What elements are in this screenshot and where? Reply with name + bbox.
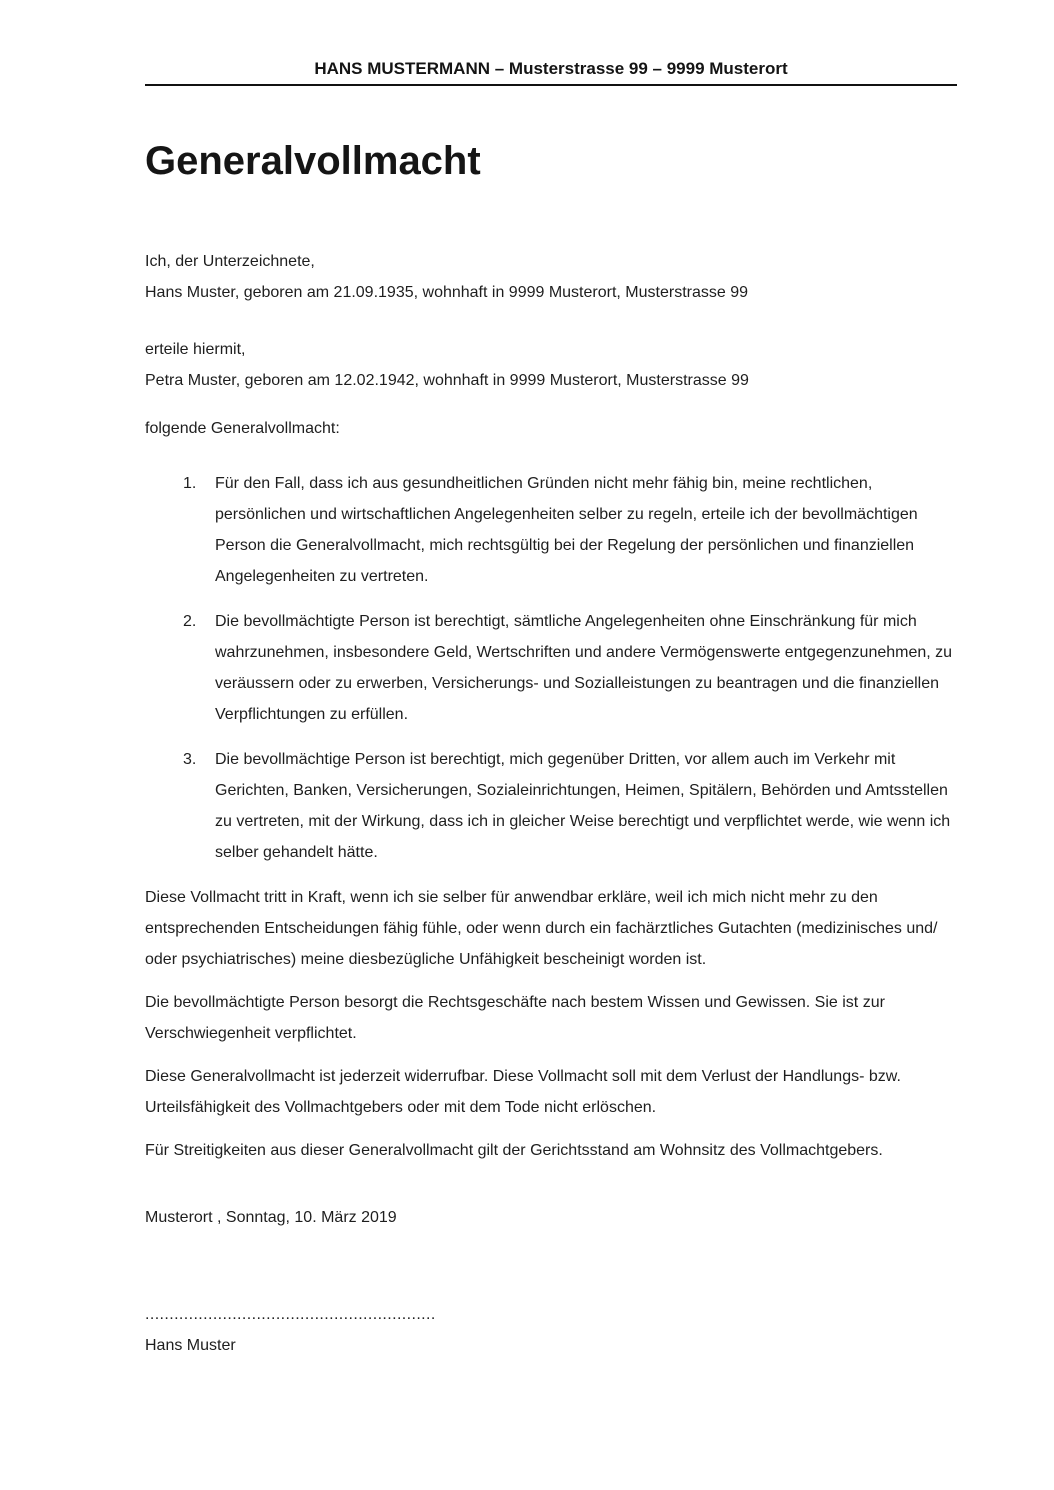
paragraph-revocation: Diese Generalvollmacht ist jederzeit widerrufbar. Diese Vollmacht soll mit dem Verlust der Handlungs- bzw. Urteilsfähigkeit des Vollmachtgebers oder mit dem Tode nicht erlöschen. (145, 1068, 901, 1116)
paragraph-grantor (145, 246, 957, 308)
paragraph-in-force: Diese Vollmacht tritt in Kraft, wenn ich sie selber für anwendbar erkläre, weil ich mich nicht mehr zu den entsprechenden Entscheidungen fähig fühle, oder wenn durch ein fachärztliches Gutachten (medizinisches und/ oder psychiatrisches) meine diesbezügliche Unfähigkeit bescheinigt worden ist. (145, 889, 938, 968)
date-line: Musterort , Sonntag, 10. März 2019 (145, 1209, 397, 1226)
grantor-intro-line: Ich, der Unterzeichnete, (145, 253, 315, 270)
signature-dotted-line: ............................................................ (145, 1306, 436, 1323)
clause-item-1 (145, 468, 957, 592)
paragraph-list-intro: folgende Generalvollmacht: (145, 420, 340, 437)
grant-intro-line: erteile hiermit, (145, 341, 246, 358)
header-text: HANS MUSTERMANN – Musterstrasse 99 – 9999 Musterort (314, 59, 788, 78)
clause-text: Für den Fall, dass ich aus gesundheitlichen Gründen nicht mehr fähig bin, meine rechtlichen, persönlichen und wirtschaftlichen Angelegenheiten selber zu regeln, erteile ich der bevollmächtigen Person die Generalvollmacht, mich rechtsgültig bei der Regelung der persönlichen und finanziellen Angelegenheiten zu vertreten. (215, 475, 918, 585)
paragraph-jurisdiction: Für Streitigkeiten aus dieser Generalvollmacht gilt der Gerichtsstand am Wohnsitz des Vollmachtgebers. (145, 1142, 883, 1159)
clause-item-3 (145, 744, 957, 868)
clause-item-2 (145, 606, 957, 730)
signature-name: Hans Muster (145, 1337, 236, 1354)
clause-number: 3. (183, 751, 197, 768)
paragraph-grant (145, 334, 957, 396)
clause-list (145, 468, 957, 868)
document-title: Generalvollmacht (145, 139, 481, 183)
clause-number: 1. (183, 475, 197, 492)
signature-block (145, 1299, 957, 1361)
clause-number: 2. (183, 613, 197, 630)
grant-details-line: Petra Muster, geboren am 12.02.1942, wohnhaft in 9999 Musterort, Musterstrasse 99 (145, 372, 749, 389)
paragraph-duty: Die bevollmächtigte Person besorgt die Rechtsgeschäfte nach bestem Wissen und Gewissen. Sie ist zur Verschwiegenheit verpflichtet. (145, 994, 885, 1042)
clause-text: Die bevollmächtige Person ist berechtigt, mich gegenüber Dritten, vor allem auch im Verkehr mit Gerichten, Banken, Versicherungen, Sozialeinrichtungen, Heimen, Spitälern, Behörden und Amtsstellen zu vertreten, mit der Wirkung, dass ich in gleicher Weise berechtigt und verpflichtet werde, wie wenn ich selber gehandelt hätte. (215, 751, 951, 861)
document-content (145, 58, 957, 1361)
grantor-details-line: Hans Muster, geboren am 21.09.1935, wohnhaft in 9999 Musterort, Musterstrasse 99 (145, 284, 748, 301)
clause-text: Die bevollmächtigte Person ist berechtigt, sämtliche Angelegenheiten ohne Einschränkung für mich wahrzunehmen, insbesondere Geld, Wertschriften und andere Vermögenswerte entgegenzunehmen, zu veräussern oder zu erwerben, Versicherungs- und Sozialleistungen zu beantragen und die finanziellen Verpflichtungen zu erfüllen. (215, 613, 953, 723)
page-header (145, 58, 957, 86)
